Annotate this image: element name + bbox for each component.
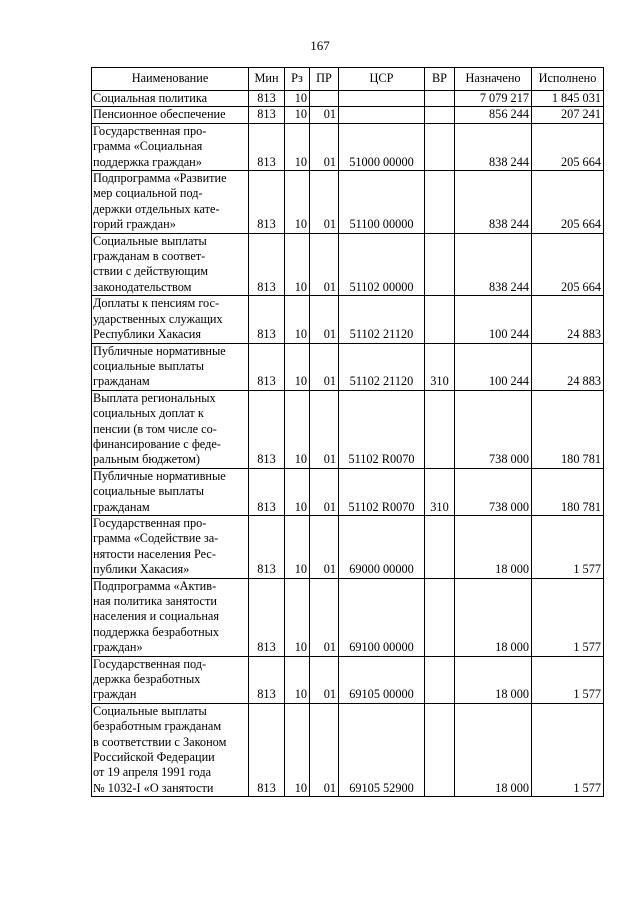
- cell-min: 813: [249, 296, 285, 343]
- cell-csr: [339, 91, 425, 107]
- cell-vr: [425, 123, 455, 170]
- cell-vr: 310: [425, 468, 455, 515]
- cell-pr: 01: [310, 515, 339, 578]
- cell-rz: 10: [285, 233, 310, 296]
- cell-pr: 01: [310, 390, 339, 468]
- header-pr: ПР: [310, 68, 339, 91]
- cell-vr: [425, 578, 455, 656]
- cell-vr: [425, 107, 455, 123]
- cell-vr: [425, 296, 455, 343]
- cell-name-line: Доплаты к пенсиям гос-: [93, 296, 220, 311]
- cell-pr: 01: [310, 123, 339, 170]
- cell-name: [92, 107, 249, 123]
- cell-min: 813: [249, 343, 285, 390]
- cell-csr: 69105 52900: [339, 703, 425, 796]
- cell-rz: 10: [285, 515, 310, 578]
- cell-naznacheno: 738 000: [455, 468, 532, 515]
- cell-csr: 51102 00000: [339, 233, 425, 296]
- cell-name-line: граждан: [93, 687, 137, 702]
- cell-name: [92, 390, 249, 468]
- cell-rz: 10: [285, 656, 310, 703]
- cell-name: [92, 578, 249, 656]
- cell-naznacheno: 838 244: [455, 123, 532, 170]
- cell-pr: 01: [310, 703, 339, 796]
- cell-pr: 01: [310, 233, 339, 296]
- cell-csr: 69000 00000: [339, 515, 425, 578]
- cell-ispolneno: 1 577: [532, 656, 604, 703]
- cell-name-line: публики Хакасия»: [93, 562, 190, 577]
- cell-pr: 01: [310, 656, 339, 703]
- cell-naznacheno: 838 244: [455, 171, 532, 234]
- cell-pr: 01: [310, 343, 339, 390]
- cell-name: [92, 343, 249, 390]
- cell-name-line: Республики Хакасия: [93, 327, 202, 342]
- header-ispolneno: Исполнено: [532, 68, 604, 91]
- table-body: [92, 91, 604, 797]
- cell-rz: 10: [285, 468, 310, 515]
- cell-name: [92, 91, 249, 107]
- cell-name-line: социальных доплат к: [93, 406, 204, 421]
- cell-pr: 01: [310, 578, 339, 656]
- cell-naznacheno: 18 000: [455, 578, 532, 656]
- table-row: [92, 233, 604, 296]
- header-min: Мин: [249, 68, 285, 91]
- cell-naznacheno: 738 000: [455, 390, 532, 468]
- cell-name: [92, 233, 249, 296]
- cell-name-line: мер социальной под-: [93, 186, 203, 201]
- cell-naznacheno: 100 244: [455, 296, 532, 343]
- cell-vr: [425, 91, 455, 107]
- cell-name-line: Российской Федерации: [93, 750, 215, 765]
- cell-name-line: Выплата региональных: [93, 390, 216, 405]
- cell-name-line: безработным гражданам: [93, 719, 222, 734]
- cell-ispolneno: 1 577: [532, 515, 604, 578]
- cell-ispolneno: 205 664: [532, 233, 604, 296]
- table-row: [92, 91, 604, 107]
- cell-name: [92, 296, 249, 343]
- table-row: [92, 656, 604, 703]
- cell-name-line: финансирование с феде-: [93, 436, 221, 451]
- cell-name-line: Подпрограмма «Развитие: [93, 171, 227, 186]
- cell-rz: 10: [285, 91, 310, 107]
- cell-name-line: Социальные выплаты: [93, 703, 207, 718]
- cell-name-line: Социальная политика: [93, 91, 208, 105]
- cell-ispolneno: 24 883: [532, 296, 604, 343]
- cell-name: [92, 703, 249, 796]
- table-row: [92, 343, 604, 390]
- cell-naznacheno: 18 000: [455, 515, 532, 578]
- cell-min: 813: [249, 123, 285, 170]
- cell-min: 813: [249, 171, 285, 234]
- cell-naznacheno: 100 244: [455, 343, 532, 390]
- cell-naznacheno: 856 244: [455, 107, 532, 123]
- cell-rz: 10: [285, 107, 310, 123]
- cell-csr: 51000 00000: [339, 123, 425, 170]
- cell-name-line: ная политика занятости: [93, 594, 217, 608]
- cell-name-line: Социальные выплаты: [93, 233, 207, 248]
- header-naznacheno: Назначено: [455, 68, 532, 91]
- cell-name-line: грамма «Содействие за-: [93, 531, 219, 546]
- cell-naznacheno: 18 000: [455, 703, 532, 796]
- cell-name-line: поддержка безработных: [93, 624, 220, 639]
- cell-name-line: держки отдельных кате-: [93, 201, 220, 216]
- header-name: Наименование: [92, 68, 249, 91]
- cell-name-line: социальные выплаты: [93, 358, 205, 373]
- cell-name-line: в соответствии с Законом: [93, 734, 227, 749]
- cell-vr: [425, 171, 455, 234]
- cell-pr: 01: [310, 296, 339, 343]
- table-row: [92, 107, 604, 123]
- cell-name-line: гражданам: [93, 499, 150, 514]
- cell-pr: 01: [310, 107, 339, 123]
- header-row: [92, 68, 604, 91]
- cell-ispolneno: 180 781: [532, 390, 604, 468]
- cell-name-line: социальные выплаты: [93, 484, 205, 499]
- table-header: [92, 68, 604, 91]
- cell-rz: 10: [285, 296, 310, 343]
- cell-name-line: горий граждан»: [93, 217, 176, 232]
- cell-name: [92, 171, 249, 234]
- page-number: 167: [310, 38, 330, 53]
- cell-csr: 69105 00000: [339, 656, 425, 703]
- cell-pr: [310, 91, 339, 107]
- cell-rz: 10: [285, 578, 310, 656]
- cell-pr: 01: [310, 171, 339, 234]
- cell-naznacheno: 838 244: [455, 233, 532, 296]
- cell-name-line: гражданам: [93, 374, 150, 389]
- cell-name-line: держка безработных: [93, 672, 201, 687]
- cell-csr: 51102 21120: [339, 296, 425, 343]
- cell-min: 813: [249, 515, 285, 578]
- cell-ispolneno: 207 241: [532, 107, 604, 123]
- table-row: [92, 578, 604, 656]
- cell-vr: [425, 656, 455, 703]
- cell-csr: 69100 00000: [339, 578, 425, 656]
- table-row: [92, 296, 604, 343]
- cell-ispolneno: 205 664: [532, 171, 604, 234]
- cell-name-line: ударственных служащих: [93, 311, 223, 326]
- cell-name-line: Государственная под-: [93, 656, 207, 671]
- cell-name-line: Государственная про-: [93, 515, 207, 530]
- cell-name-line: Публичные нормативные: [93, 468, 226, 483]
- cell-name-line: Публичные нормативные: [93, 343, 226, 358]
- cell-ispolneno: 24 883: [532, 343, 604, 390]
- cell-naznacheno: 18 000: [455, 656, 532, 703]
- cell-csr: 51102 21120: [339, 343, 425, 390]
- cell-name-line: населения и социальная: [93, 609, 220, 624]
- cell-rz: 10: [285, 703, 310, 796]
- cell-name-line: пенсии (в том числе со-: [93, 421, 217, 436]
- cell-name-line: нятости населения Рес-: [93, 546, 216, 561]
- cell-name-line: № 1032-I «О занятости: [93, 780, 214, 795]
- cell-min: 813: [249, 656, 285, 703]
- table-row: [92, 123, 604, 170]
- cell-name-line: от 19 апреля 1991 года: [93, 765, 212, 780]
- cell-name-line: граждан»: [93, 640, 143, 655]
- cell-ispolneno: 205 664: [532, 123, 604, 170]
- cell-min: 813: [249, 233, 285, 296]
- cell-ispolneno: 1 577: [532, 703, 604, 796]
- cell-name-line: Пенсионное обеспечение: [93, 107, 226, 122]
- cell-min: 813: [249, 91, 285, 107]
- cell-name-line: ствии с действующим: [93, 264, 209, 279]
- cell-vr: [425, 233, 455, 296]
- cell-vr: 310: [425, 343, 455, 390]
- cell-name: [92, 468, 249, 515]
- cell-rz: 10: [285, 390, 310, 468]
- cell-ispolneno: 1 577: [532, 578, 604, 656]
- cell-min: 813: [249, 390, 285, 468]
- cell-ispolneno: 180 781: [532, 468, 604, 515]
- cell-pr: 01: [310, 468, 339, 515]
- table-row: [92, 703, 604, 796]
- cell-min: 813: [249, 703, 285, 796]
- cell-name-line: ральным бюджетом): [93, 452, 201, 467]
- header-vr: ВР: [425, 68, 455, 91]
- cell-min: 813: [249, 107, 285, 123]
- cell-rz: 10: [285, 343, 310, 390]
- cell-min: 813: [249, 578, 285, 656]
- table-row: [92, 171, 604, 234]
- header-csr: ЦСР: [339, 68, 425, 91]
- cell-vr: [425, 703, 455, 796]
- budget-table: [91, 67, 604, 797]
- cell-csr: 51102 R0070: [339, 390, 425, 468]
- cell-name-line: поддержка граждан»: [93, 154, 202, 169]
- table-row: [92, 468, 604, 515]
- cell-name: [92, 123, 249, 170]
- header-rz: Рз: [285, 68, 310, 91]
- table-row: [92, 390, 604, 468]
- cell-name-line: гражданам в соответ-: [93, 249, 206, 264]
- cell-ispolneno: 1 845 031: [532, 91, 604, 107]
- cell-name-line: Подпрограмма «Актив-: [93, 578, 217, 593]
- cell-min: 813: [249, 468, 285, 515]
- cell-vr: [425, 515, 455, 578]
- table-row: [92, 515, 604, 578]
- cell-name-line: Государственная про-: [93, 123, 207, 138]
- cell-rz: 10: [285, 123, 310, 170]
- cell-csr: [339, 107, 425, 123]
- cell-name-line: законодательством: [93, 279, 192, 294]
- cell-rz: 10: [285, 171, 310, 234]
- cell-naznacheno: 7 079 217: [455, 91, 532, 107]
- cell-name: [92, 515, 249, 578]
- cell-name-line: грамма «Социальная: [93, 139, 203, 154]
- cell-vr: [425, 390, 455, 468]
- cell-csr: 51100 00000: [339, 171, 425, 234]
- cell-name: [92, 656, 249, 703]
- cell-csr: 51102 R0070: [339, 468, 425, 515]
